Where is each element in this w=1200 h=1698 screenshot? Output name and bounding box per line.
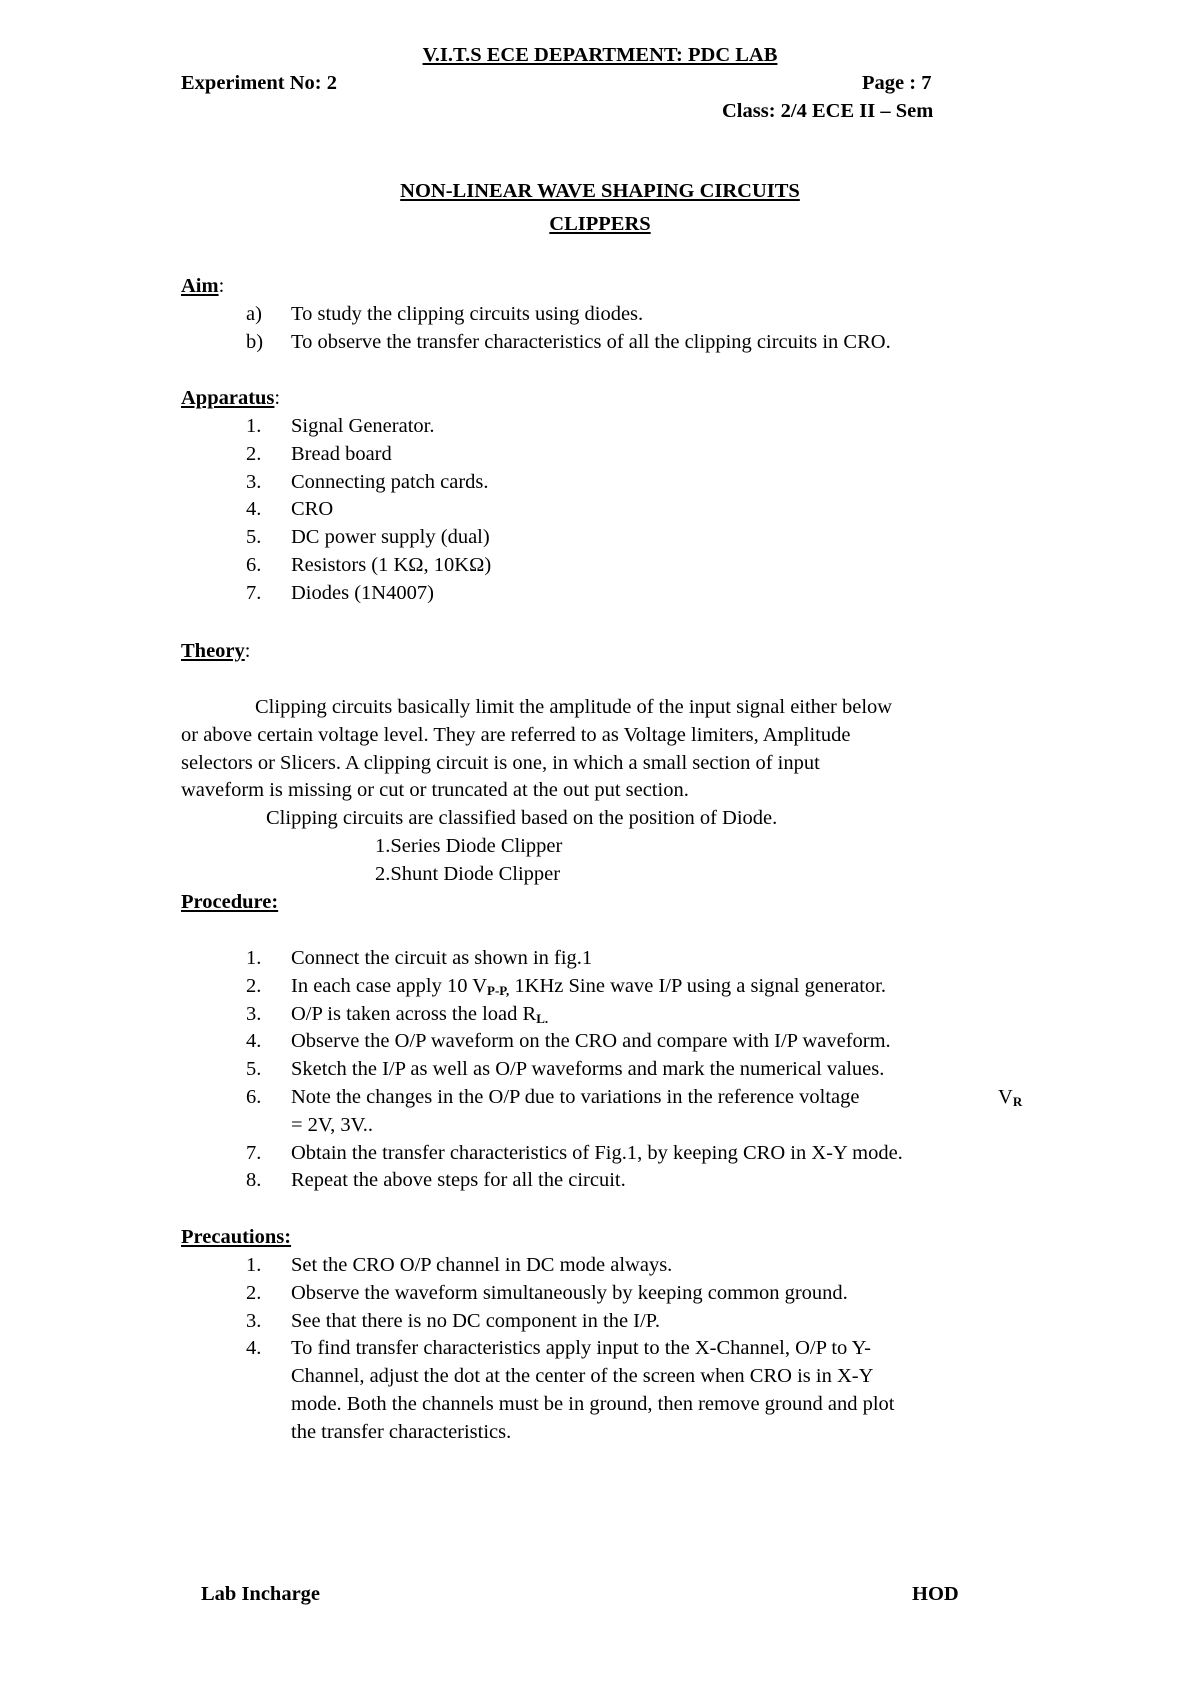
procedure-step-marker: 1. [246, 947, 262, 969]
theory-line: waveform is missing or cut or truncated at the out put section. [181, 779, 689, 802]
step-text-part: 1KHz Sine wave I/P using a signal generator. [509, 974, 886, 997]
apparatus-item-marker: 5. [246, 526, 262, 549]
procedure-step-text: Obtain the transfer characteristics of Fig.1, by keeping CRO in X-Y mode. [291, 1141, 903, 1164]
apparatus-item-marker: 4. [246, 498, 262, 521]
precautions-heading: Precautions: [181, 1226, 292, 1248]
clipper-type-shunt: 2.Shunt Diode Clipper [375, 863, 561, 885]
apparatus-heading: Apparatus: [181, 387, 281, 409]
precaution-marker: 3. [246, 1309, 262, 1332]
theory-line: Clipping circuits basically limit the amplitude of the input signal either below [255, 696, 893, 718]
step-text-part: In each case apply 10 V [291, 974, 488, 997]
apparatus-item-text: Bread board [291, 442, 392, 465]
step-subscript: L. [536, 1010, 549, 1026]
theory-heading: Theory: [181, 640, 251, 662]
procedure-step-text: Repeat the above steps for all the circuit. [291, 1169, 626, 1192]
aim-item-marker: b) [246, 330, 264, 353]
precaution-marker: 2. [246, 1281, 262, 1304]
procedure-step-text: Note the changes in the O/P due to variations in the reference voltage [291, 1086, 860, 1108]
precaution-text: the transfer characteristics. [291, 1420, 512, 1443]
apparatus-item-marker: 6. [246, 554, 262, 576]
aim-item-text: To study the clipping circuits using diodes. [291, 303, 644, 325]
procedure-step-text: Connect the circuit as shown in fig.1 [291, 947, 593, 969]
procedure-step-text: Sketch the I/P as well as O/P waveforms and mark the numerical values. [291, 1058, 885, 1081]
aim-item-marker: a) [246, 303, 262, 325]
procedure-step-marker: 7. [246, 1141, 262, 1164]
vr-subscript: R [1012, 1094, 1023, 1109]
apparatus-item-text: Connecting patch cards. [291, 470, 489, 493]
procedure-step-text: Observe the O/P waveform on the CRO and compare with I/P waveform. [291, 1030, 891, 1053]
precaution-text: Observe the waveform simultaneously by keeping common ground. [291, 1281, 848, 1304]
hod-label: HOD [912, 1583, 959, 1605]
apparatus-item-marker: 1. [246, 415, 262, 437]
procedure-step-marker: 5. [246, 1058, 262, 1081]
procedure-step-text [291, 975, 886, 999]
precaution-text: To find transfer characteristics apply input to the X-Channel, O/P to Y- [291, 1337, 872, 1360]
procedure-step-text [291, 1003, 548, 1027]
procedure-step-marker: 3. [246, 1002, 262, 1025]
precaution-text: Channel, adjust the dot at the center of the screen when CRO is in X-Y [291, 1365, 874, 1388]
reference-voltage-symbol [998, 1086, 1022, 1110]
procedure-step-marker: 4. [246, 1030, 262, 1053]
doc-subtitle: CLIPPERS [549, 213, 651, 235]
apparatus-item-text: Diodes (1N4007) [291, 581, 434, 604]
apparatus-item-text: Signal Generator. [291, 415, 435, 437]
precaution-text: Set the CRO O/P channel in DC mode always. [291, 1254, 673, 1276]
precaution-marker: 1. [246, 1254, 262, 1276]
procedure-step-marker: 8. [246, 1169, 262, 1192]
procedure-heading: Procedure: [181, 891, 279, 913]
apparatus-item-marker: 2. [246, 442, 262, 465]
step-subscript: P-P, [487, 982, 510, 998]
precaution-marker: 4. [246, 1337, 262, 1360]
theory-line: or above certain voltage level. They are referred to as Voltage limiters, Amplitude [181, 723, 851, 746]
precaution-text: See that there is no DC component in the I/P. [291, 1309, 660, 1332]
doc-title: NON-LINEAR WAVE SHAPING CIRCUITS [400, 180, 800, 202]
precaution-text: mode. Both the channels must be in ground, then remove ground and plot [291, 1393, 895, 1415]
aim-item-text: To observe the transfer characteristics of all the clipping circuits in CRO. [291, 330, 891, 353]
aim-heading: Aim: [181, 275, 225, 297]
page-number: Page : 7 [862, 72, 932, 94]
apparatus-item-text: CRO [291, 498, 334, 521]
procedure-step-marker: 2. [246, 974, 262, 997]
step-text-part: O/P is taken across the load R [291, 1002, 537, 1025]
apparatus-item-marker: 3. [246, 470, 262, 493]
clipper-type-series: 1.Series Diode Clipper [375, 835, 563, 857]
procedure-step-marker: 6. [246, 1086, 262, 1108]
theory-classified: Clipping circuits are classified based on the position of Diode. [266, 807, 778, 829]
lab-incharge-label: Lab Incharge [201, 1583, 321, 1605]
department-header: V.I.T.S ECE DEPARTMENT: PDC LAB [422, 44, 778, 66]
class-info: Class: 2/4 ECE II – Sem [722, 100, 934, 122]
experiment-number: Experiment No: 2 [181, 72, 338, 94]
apparatus-item-text: DC power supply (dual) [291, 526, 490, 549]
apparatus-item-marker: 7. [246, 581, 262, 604]
vr-letter: V [998, 1086, 1013, 1108]
theory-line: selectors or Slicers. A clipping circuit is one, in which a small section of input [181, 751, 820, 774]
procedure-step-text-cont: = 2V, 3V.. [291, 1113, 374, 1136]
apparatus-item-text: Resistors (1 KΩ, 10KΩ) [291, 554, 492, 576]
